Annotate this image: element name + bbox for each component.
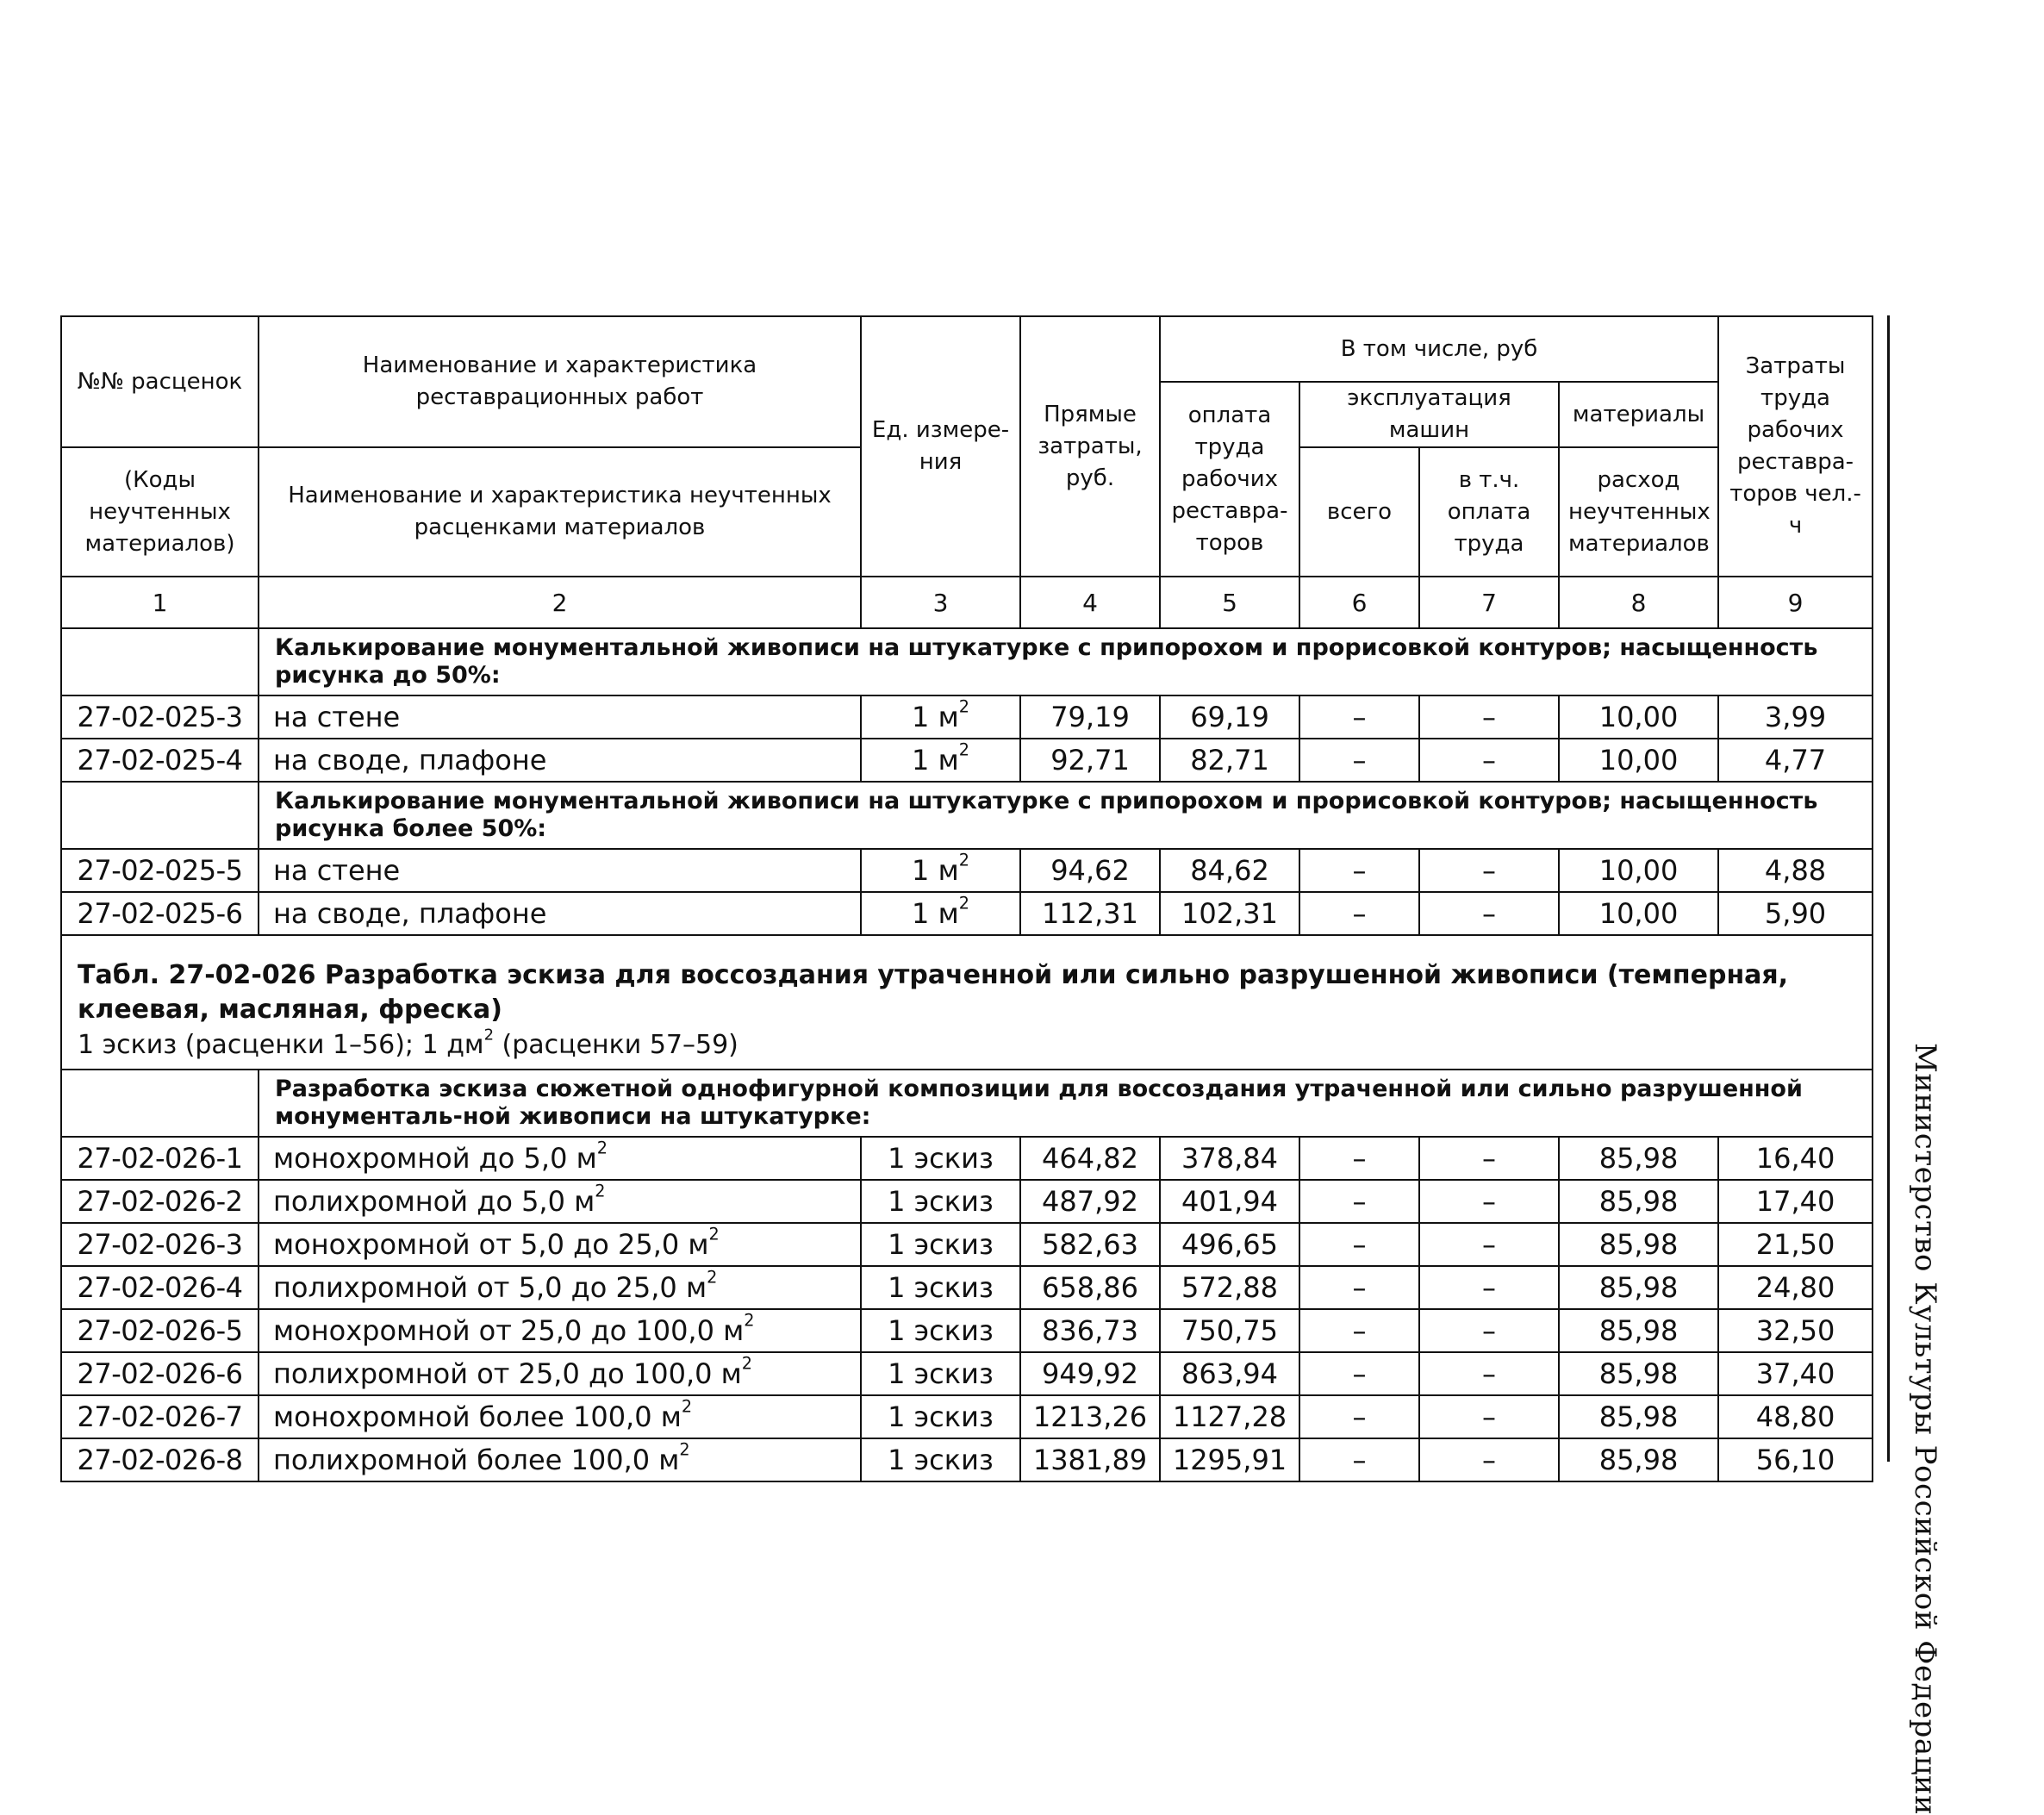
table-title-row [61,935,1873,1070]
column-number: 7 [1419,577,1559,628]
table-row [61,1223,1873,1266]
table-row [61,1352,1873,1395]
machines-total-cell: – [1299,1223,1419,1266]
machines-total-cell: – [1299,1137,1419,1180]
header-labor-wages: оплата труда рабочих реставра-торов [1160,382,1299,577]
column-number: 9 [1718,577,1873,628]
direct-costs-cell: 94,62 [1020,849,1160,892]
subtitle-text: 1 эскиз (расценки 1–56); 1 дм [78,1030,484,1060]
unit-cell [861,739,1020,782]
superscript: 2 [679,1439,690,1460]
work-name [259,1438,861,1481]
labor-wages-cell: 572,88 [1160,1266,1299,1309]
superscript: 2 [707,1267,718,1288]
labor-wages-cell: 1295,91 [1160,1438,1299,1481]
labor-wages-cell: 102,31 [1160,892,1299,935]
rate-code: 27-02-025-5 [61,849,259,892]
rate-code: 27-02-026-2 [61,1180,259,1223]
header-machines-total: всего [1299,447,1419,577]
rate-code: 27-02-026-4 [61,1266,259,1309]
labor-wages-cell: 750,75 [1160,1309,1299,1352]
direct-costs-cell: 79,19 [1020,695,1160,739]
work-name [259,1266,861,1309]
section-header-row [61,782,1873,849]
header-unaccounted-materials: расход неучтенных материалов [1559,447,1718,577]
direct-costs-cell: 1381,89 [1020,1438,1160,1481]
rates-table [60,315,1873,1482]
machines-labor-cell: – [1419,1266,1559,1309]
header-materials: материалы [1559,382,1718,447]
labor-wages-cell: 69,19 [1160,695,1299,739]
ministry-name: Министерство Культуры Российской Федерации [1908,1043,1942,1815]
labor-hours-cell: 17,40 [1718,1180,1873,1223]
section-empty-cell [61,628,259,695]
machines-total-cell: – [1299,892,1419,935]
table-row [61,695,1873,739]
cell-text: 1 м [912,897,959,930]
unit-cell: 1 эскиз [861,1180,1020,1223]
superscript: 2 [958,696,969,717]
table-row [61,1137,1873,1180]
cell-text: монохромной более 100,0 м [273,1400,682,1433]
superscript: 2 [741,1353,753,1374]
machines-total-cell: – [1299,739,1419,782]
superscript: 2 [958,739,969,760]
header-rate-codes: №№ расценок [61,316,259,447]
superscript: 2 [483,1026,495,1045]
materials-cell: 85,98 [1559,1395,1718,1438]
cell-text: полихромной до 5,0 м [273,1185,595,1218]
cell-text: полихромной от 25,0 до 100,0 м [273,1357,742,1390]
labor-wages-cell: 82,71 [1160,739,1299,782]
materials-cell: 85,98 [1559,1352,1718,1395]
labor-hours-cell: 48,80 [1718,1395,1873,1438]
superscript: 2 [595,1181,606,1201]
machines-total-cell: – [1299,1309,1419,1352]
machines-labor-cell: – [1419,1223,1559,1266]
labor-hours-cell: 24,80 [1718,1266,1873,1309]
header-labor-hours: Затраты труда рабочих реставра-торов чел.-ч [1718,316,1873,577]
machines-total-cell: – [1299,1180,1419,1223]
direct-costs-cell: 1213,26 [1020,1395,1160,1438]
labor-hours-cell: 56,10 [1718,1438,1873,1481]
table-row [61,1266,1873,1309]
cell-text: монохромной до 5,0 м [273,1142,597,1175]
section-empty-cell [61,782,259,849]
table-subtitle [78,1027,1856,1063]
column-number: 6 [1299,577,1419,628]
direct-costs-cell: 658,86 [1020,1266,1160,1309]
materials-cell: 85,98 [1559,1438,1718,1481]
section-title: Разработка эскиза сюжетной однофигурной композиции для воссоздания утраченной или сильно разрушенной монументаль-ной живописи на штукатурке: [259,1070,1873,1137]
labor-hours-cell: 16,40 [1718,1137,1873,1180]
machines-labor-cell: – [1419,1180,1559,1223]
materials-cell: 85,98 [1559,1309,1718,1352]
table-row [61,739,1873,782]
header-machines: эксплуатация машин [1299,382,1559,447]
rate-code: 27-02-025-3 [61,695,259,739]
materials-cell: 10,00 [1559,849,1718,892]
work-name: на своде, плафоне [259,739,861,782]
superscript: 2 [596,1138,608,1158]
machines-labor-cell: – [1419,1352,1559,1395]
direct-costs-cell: 582,63 [1020,1223,1160,1266]
cell-text: 1 м [912,701,959,733]
work-name [259,1137,861,1180]
materials-cell: 10,00 [1559,892,1718,935]
unit-cell: 1 эскиз [861,1223,1020,1266]
machines-total-cell: – [1299,1352,1419,1395]
labor-hours-cell: 4,77 [1718,739,1873,782]
column-number: 3 [861,577,1020,628]
superscript: 2 [681,1396,693,1417]
unit-cell: 1 эскиз [861,1438,1020,1481]
work-name [259,1180,861,1223]
machines-labor-cell: – [1419,1395,1559,1438]
unit-cell [861,892,1020,935]
labor-hours-cell: 5,90 [1718,892,1873,935]
rate-code: 27-02-026-3 [61,1223,259,1266]
work-name [259,1309,861,1352]
rate-code: 27-02-026-1 [61,1137,259,1180]
superscript: 2 [958,850,969,870]
section-header-row [61,1070,1873,1137]
table-row [61,892,1873,935]
labor-wages-cell: 1127,28 [1160,1395,1299,1438]
superscript: 2 [708,1224,720,1244]
labor-wages-cell: 863,94 [1160,1352,1299,1395]
header-direct-costs: Прямые затраты, руб. [1020,316,1160,577]
superscript: 2 [744,1310,755,1331]
direct-costs-cell: 92,71 [1020,739,1160,782]
unit-cell: 1 эскиз [861,1266,1020,1309]
materials-cell: 85,98 [1559,1137,1718,1180]
section-header-row [61,628,1873,695]
table-row [61,849,1873,892]
cell-text: монохромной от 25,0 до 100,0 м [273,1314,745,1347]
machines-labor-cell: – [1419,849,1559,892]
section-empty-cell [61,1070,259,1137]
materials-cell: 85,98 [1559,1180,1718,1223]
direct-costs-cell: 836,73 [1020,1309,1160,1352]
header-material-codes: (Коды неучтенных материалов) [61,447,259,577]
rate-code: 27-02-025-4 [61,739,259,782]
work-name [259,1395,861,1438]
machines-labor-cell: – [1419,892,1559,935]
cell-text: 1 м [912,854,959,887]
rate-code: 27-02-025-6 [61,892,259,935]
labor-wages-cell: 496,65 [1160,1223,1299,1266]
section-title: Калькирование монументальной живописи на штукатурке с припорохом и прорисовкой контуров; насыщенность рисунка более 50%: [259,782,1873,849]
column-number: 8 [1559,577,1718,628]
work-name: на стене [259,695,861,739]
materials-cell: 85,98 [1559,1266,1718,1309]
side-rule [1887,315,1890,1462]
rates-document [60,315,1872,1482]
machines-labor-cell: – [1419,1137,1559,1180]
rate-code: 27-02-026-6 [61,1352,259,1395]
machines-total-cell: – [1299,1438,1419,1481]
labor-wages-cell: 401,94 [1160,1180,1299,1223]
subtitle-text: (расценки 57–59) [494,1030,738,1060]
labor-hours-cell: 37,40 [1718,1352,1873,1395]
materials-cell: 10,00 [1559,695,1718,739]
rate-code: 27-02-026-5 [61,1309,259,1352]
unit-cell: 1 эскиз [861,1137,1020,1180]
table-row [61,1180,1873,1223]
rate-code: 27-02-026-8 [61,1438,259,1481]
labor-hours-cell: 32,50 [1718,1309,1873,1352]
work-name: на своде, плафоне [259,892,861,935]
cell-text: полихромной более 100,0 м [273,1444,680,1476]
header-material-name: Наименование и характеристика неучтенных расценками материалов [259,447,861,577]
header-machines-labor: в т.ч. оплата труда [1419,447,1559,577]
labor-wages-cell: 84,62 [1160,849,1299,892]
unit-cell [861,695,1020,739]
labor-hours-cell: 3,99 [1718,695,1873,739]
header-work-name: Наименование и характеристика реставрационных работ [259,316,861,447]
rate-code: 27-02-026-7 [61,1395,259,1438]
header-unit: Ед. измере-ния [861,316,1020,577]
superscript: 2 [958,893,969,914]
labor-hours-cell: 4,88 [1718,849,1873,892]
column-number: 4 [1020,577,1160,628]
cell-text: монохромной от 5,0 до 25,0 м [273,1228,709,1261]
machines-total-cell: – [1299,1395,1419,1438]
labor-hours-cell: 21,50 [1718,1223,1873,1266]
machines-labor-cell: – [1419,1309,1559,1352]
unit-cell: 1 эскиз [861,1309,1020,1352]
section-title: Калькирование монументальной живописи на штукатурке с припорохом и прорисовкой контуров; насыщенность рисунка до 50%: [259,628,1873,695]
materials-cell: 10,00 [1559,739,1718,782]
direct-costs-cell: 464,82 [1020,1137,1160,1180]
direct-costs-cell: 949,92 [1020,1352,1160,1395]
machines-labor-cell: – [1419,695,1559,739]
direct-costs-cell: 487,92 [1020,1180,1160,1223]
unit-cell: 1 эскиз [861,1352,1020,1395]
table-row [61,1438,1873,1481]
labor-wages-cell: 378,84 [1160,1137,1299,1180]
machines-total-cell: – [1299,695,1419,739]
materials-cell: 85,98 [1559,1223,1718,1266]
machines-labor-cell: – [1419,739,1559,782]
column-number: 5 [1160,577,1299,628]
direct-costs-cell: 112,31 [1020,892,1160,935]
machines-labor-cell: – [1419,1438,1559,1481]
column-number: 2 [259,577,861,628]
table-row [61,1395,1873,1438]
unit-cell [861,849,1020,892]
work-name: на стене [259,849,861,892]
machines-total-cell: – [1299,1266,1419,1309]
table-row [61,1309,1873,1352]
work-name [259,1352,861,1395]
cell-text: полихромной от 5,0 до 25,0 м [273,1271,707,1304]
cell-text: 1 м [912,744,959,777]
column-number: 1 [61,577,259,628]
table-title-block [61,935,1873,1070]
header-including: В том числе, руб [1160,316,1718,382]
machines-total-cell: – [1299,849,1419,892]
work-name [259,1223,861,1266]
unit-cell: 1 эскиз [861,1395,1020,1438]
table-title: Табл. 27-02-026 Разработка эскиза для воссоздания утраченной или сильно разрушенной живописи (темперная, клеевая, масляная, фреска) [78,960,1789,1025]
